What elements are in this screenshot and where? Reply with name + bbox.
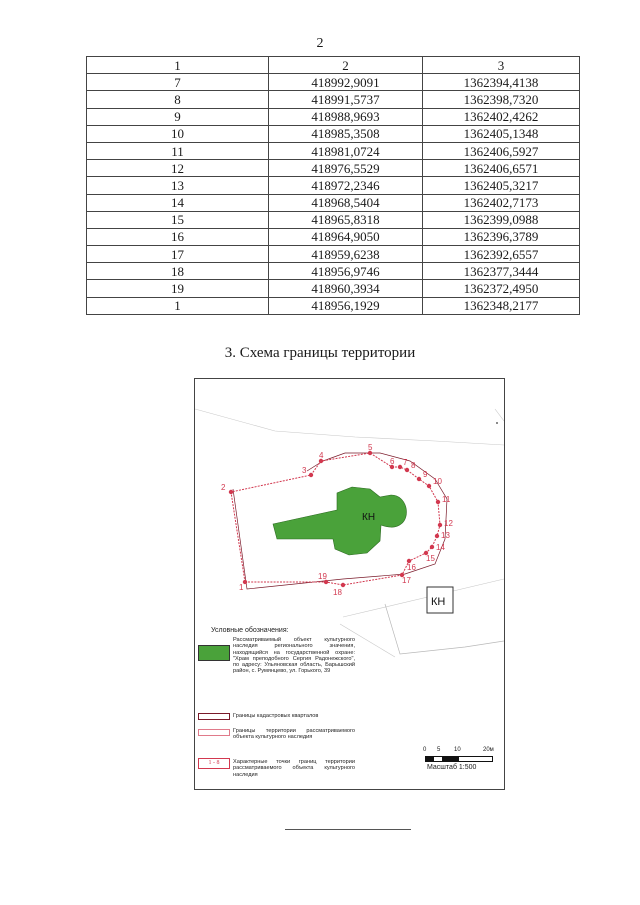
table-cell: 418965,8318 [268,211,422,228]
table-cell: 2 [268,57,422,74]
table-cell: 1362406,6571 [422,160,579,177]
scale-tick: 20м [483,747,494,753]
table-cell: 418956,1929 [268,297,422,314]
boundary-point-label: 4 [319,451,324,460]
table-cell: 1362348,2177 [422,297,579,314]
table-cell: 19 [87,280,269,297]
background-line [195,409,504,445]
table-cell: 418964,9050 [268,228,422,245]
table-row [87,125,580,142]
table-cell: 9 [87,108,269,125]
table-cell: 7 [87,74,269,91]
section-title: 3. Схема границы территории [224,345,416,361]
scale-tick: 10 [454,747,461,753]
boundary-point-marker [427,484,431,488]
table-cell: 1362406,5927 [422,142,579,159]
table-row [87,194,580,211]
table-cell: 1362402,7173 [422,194,579,211]
table-cell: 1 [87,57,269,74]
table-row [87,142,580,159]
table-cell: 18 [87,263,269,280]
table-cell: 14 [87,194,269,211]
boundary-point-marker [309,473,313,477]
boundary-point-marker [430,545,434,549]
church-object [273,487,406,555]
boundary-point-marker [398,465,402,469]
boundary-point-label: 5 [368,443,373,452]
scale-tick: 0 [423,747,427,753]
neighbor-kn-label: КН [431,596,446,608]
table-cell: 17 [87,246,269,263]
table-row [87,160,580,177]
boundary-point-label: 19 [318,572,327,581]
page-number: 2 [316,36,324,51]
table-cell: 10 [87,125,269,142]
table-cell: 418981,0724 [268,142,422,159]
table-cell: 418959,6238 [268,246,422,263]
boundary-point-label: 12 [444,519,453,528]
table-row [87,297,580,314]
boundary-point-marker [417,477,421,481]
boundary-point-label: 10 [433,477,442,486]
table-cell: 1362398,7320 [422,91,579,108]
boundary-point-marker [405,468,409,472]
boundary-point-label: 8 [411,461,416,470]
object-kn-label: КН [362,512,376,523]
map-dot [496,422,498,424]
table-cell: 418956,9746 [268,263,422,280]
boundary-map [194,378,505,790]
boundary-point-marker [243,580,247,584]
table-cell: 1362405,3217 [422,177,579,194]
table-row [87,246,580,263]
boundary-point-label: 7 [403,458,408,467]
boundary-point-label: 14 [436,543,445,552]
table-cell: 1362372,4950 [422,280,579,297]
object-swatch [198,645,230,661]
table-cell: 1362377,3444 [422,263,579,280]
legend-points-text: Характерные точки границ территории рассматриваемого объекта культурного наследия [233,759,355,778]
table-cell: 3 [422,57,579,74]
boundary-point-label: 18 [333,588,342,597]
table-cell: 418985,3508 [268,125,422,142]
table-cell: 1362402,4262 [422,108,579,125]
boundary-point-label: 11 [442,495,451,504]
boundary-point-marker [436,500,440,504]
table-cell: 418976,5529 [268,160,422,177]
table-cell: 15 [87,211,269,228]
scale-bar-block [423,747,503,781]
points-swatch: 1 - 8 [198,758,230,769]
legend-cadastral-text: Границы кадастровых кварталов [233,713,319,719]
boundary-point-marker [435,534,439,538]
boundary-point-label: 13 [441,531,450,540]
boundary-point-marker [438,523,442,527]
table-row [87,74,580,91]
scale-caption: Масштаб 1:500 [427,764,477,771]
scale-tick: 5 [437,747,441,753]
table-row [87,228,580,245]
table-header-row [87,57,580,74]
table-cell: 418960,3934 [268,280,422,297]
footer-rule [285,829,411,830]
table-row [87,108,580,125]
table-cell: 13 [87,177,269,194]
table-cell: 418992,9091 [268,74,422,91]
table-row [87,263,580,280]
table-cell: 1362392,6557 [422,246,579,263]
table-row [87,177,580,194]
legend-title: Условные обозначения: [211,627,289,634]
cadastral-swatch [198,713,230,720]
background-line [343,579,504,617]
table-cell: 11 [87,142,269,159]
boundary-point-label: 9 [423,470,428,479]
boundary-swatch [198,729,230,736]
table-cell: 418988,9693 [268,108,422,125]
boundary-point-label: 16 [407,563,416,572]
boundary-point-label: 17 [402,576,411,585]
table-cell: 418968,5404 [268,194,422,211]
boundary-point-marker [341,583,345,587]
table-row [87,211,580,228]
legend-object-text: Рассматриваемый объект культурного наследия регионального значения, находящийся на государственной охране: "Храм преподобного Сергия Радонежского", по адресу: Ульяновская область, Барышский район, с. Румянцево, ул. Горького, 39 [233,637,355,675]
boundary-point-label: 15 [426,554,435,563]
table-row [87,280,580,297]
boundary-point-label: 2 [221,483,226,492]
boundary-point-label: 1 [239,583,244,592]
table-cell: 1362399,0988 [422,211,579,228]
table-cell: 1362405,1348 [422,125,579,142]
table-cell: 8 [87,91,269,108]
legend-boundary-text: Границы территории рассматриваемого объекта культурного наследия [233,728,355,741]
table-cell: 418991,5737 [268,91,422,108]
table-cell: 12 [87,160,269,177]
table-cell: 418972,2346 [268,177,422,194]
boundary-point-label: 6 [390,457,395,466]
boundary-point-label: 3 [302,466,307,475]
boundary-point-marker [229,490,233,494]
background-line [495,409,504,421]
table-row [87,91,580,108]
coordinates-table [86,56,580,315]
table-cell: 1 [87,297,269,314]
scale-bar [425,756,493,762]
table-cell: 1362394,4138 [422,74,579,91]
table-cell: 16 [87,228,269,245]
table-cell: 1362396,3789 [422,228,579,245]
